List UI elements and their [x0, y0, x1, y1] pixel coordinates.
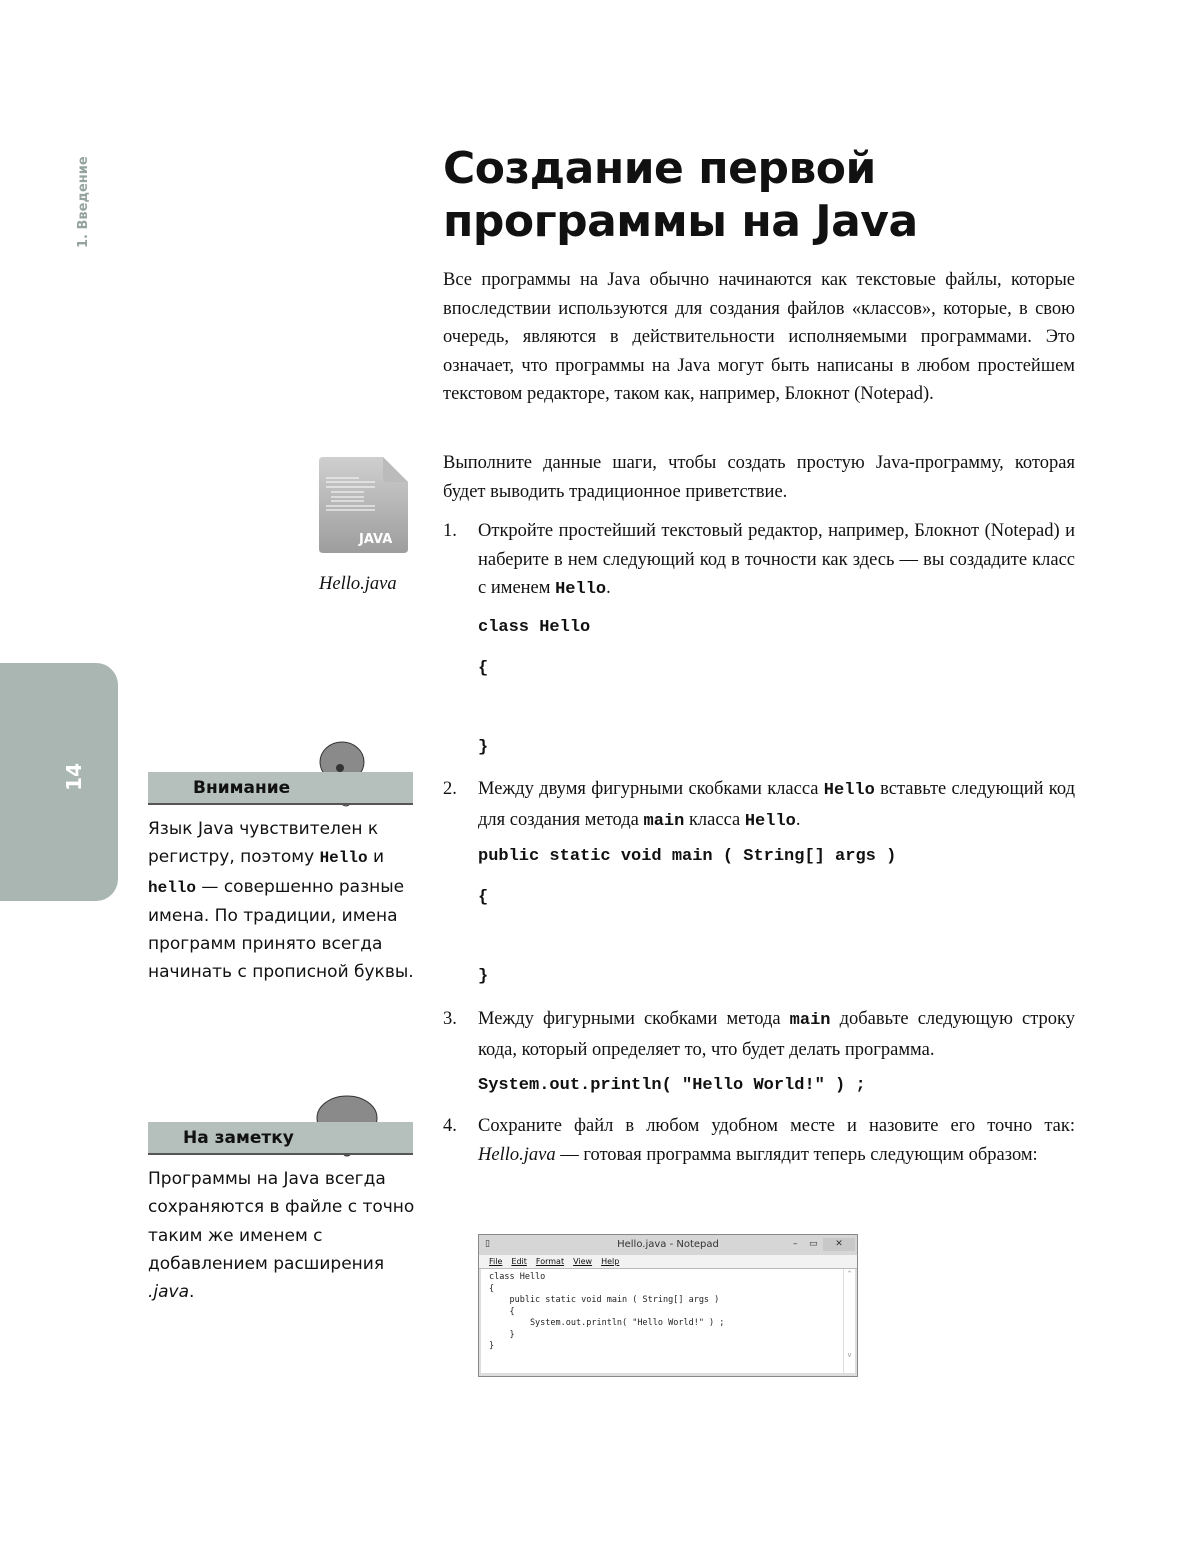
- file-caption: Hello.java: [319, 574, 397, 594]
- inline-code: Hello: [555, 580, 607, 600]
- step-number: 2.: [443, 779, 457, 799]
- step-4: [443, 1112, 1075, 1169]
- step-number: 4.: [443, 1116, 457, 1136]
- note-text: — совершенно разные имена. По традиции, имена программ принято всегда начинать с прописной буквы.: [148, 876, 414, 983]
- note-header-tip: [148, 1122, 413, 1155]
- inline-code: hello: [148, 878, 197, 897]
- maximize-icon: ▭: [809, 1239, 818, 1249]
- file-icon-label: JAVA: [359, 532, 393, 547]
- step-text: класса: [684, 809, 745, 830]
- step-2: [443, 775, 1075, 836]
- chapter-label: 1. Введение: [76, 156, 91, 248]
- filename: Hello.java: [478, 1144, 556, 1165]
- notepad-title: Hello.java - Notepad: [617, 1239, 719, 1250]
- page-tab: [0, 663, 118, 901]
- notepad-menu: [479, 1255, 857, 1269]
- notepad-editor: [481, 1269, 855, 1373]
- menu-help: Help: [601, 1257, 620, 1266]
- inline-code: main: [789, 1011, 831, 1030]
- note-text: Программы на Java всегда сохраняются в файле с точно таким же именем с добавлением расширения: [148, 1169, 415, 1274]
- inline-code: Hello: [319, 849, 368, 868]
- note-text: Язык Java чувствителен к регистру, поэтому: [148, 819, 379, 868]
- step-text: — готовая программа выглядит теперь следующим образом:: [555, 1144, 1038, 1165]
- notepad-content: class Hello { public static void main ( String[] args ) { System.out.println( "Hello World!" ) ; } }: [489, 1272, 725, 1351]
- note-warning-text: [148, 815, 418, 987]
- note-text: и: [367, 847, 385, 868]
- menu-edit: Edit: [511, 1257, 527, 1266]
- page-title: Создание первой программы на Java: [443, 143, 918, 247]
- code-line: public static void main ( String[] args ): [478, 847, 897, 866]
- inline-code: Hello: [823, 781, 875, 800]
- note-title: Внимание: [193, 778, 291, 798]
- step-1: [443, 517, 1075, 605]
- step-number: 1.: [443, 521, 457, 541]
- code-line: {: [478, 888, 489, 907]
- step-text: вставьте следующий код для создания метода: [478, 779, 1075, 830]
- java-file-icon: [319, 457, 408, 553]
- note-tip-text: [148, 1165, 418, 1306]
- code-line: }: [478, 738, 489, 757]
- scrollbar: ^ v: [843, 1269, 855, 1373]
- step-text: Между двумя фигурными скобками класса: [478, 779, 824, 799]
- step-text: Между фигурными скобками метода: [478, 1009, 790, 1029]
- inline-code: main: [643, 811, 685, 831]
- step-text: .: [795, 809, 801, 830]
- step-number: 3.: [443, 1009, 457, 1029]
- step-text: Откройте простейший текстовый редактор, например, Блокнот (Notepad) и наберите в нем следующий код в точности как здесь — вы создадите класс с именем: [478, 521, 1075, 599]
- notepad-titlebar: [479, 1235, 857, 1255]
- steps-intro: Выполните данные шаги, чтобы создать простую Java-программу, которая будет выводить традиционное приветствие.: [443, 453, 1075, 502]
- code-line: }: [478, 967, 489, 986]
- code-line: System.out.println( "Hello World!" ) ;: [478, 1076, 866, 1095]
- menu-file: File: [489, 1257, 503, 1266]
- note-header-warning: [148, 772, 413, 805]
- step-3: [443, 1005, 1075, 1064]
- step-text: .: [606, 578, 611, 599]
- minimize-icon: –: [793, 1239, 798, 1249]
- note-title: На заметку: [183, 1128, 294, 1148]
- file-extension: .java: [148, 1282, 190, 1303]
- notepad-screenshot: [478, 1234, 858, 1377]
- close-icon: ✕: [823, 1238, 855, 1251]
- step-text: добавьте следующую строку кода, который определяет то, что будет делать программа.: [478, 1009, 1075, 1060]
- code-line: {: [478, 659, 489, 678]
- note-text: .: [189, 1282, 195, 1303]
- notepad-app-icon: ▯: [485, 1239, 490, 1249]
- page-number: 14: [62, 763, 86, 791]
- menu-view: View: [573, 1257, 593, 1266]
- step-text: Сохраните файл в любом удобном месте и назовите его точно так:: [478, 1116, 1075, 1136]
- inline-code: Hello: [744, 811, 796, 831]
- code-line: class Hello: [478, 618, 591, 637]
- menu-format: Format: [535, 1257, 565, 1266]
- intro-paragraph: Все программы на Java обычно начинаются как текстовые файлы, которые впоследствии используются для создания файлов «классов», которые, в свою очередь, являются в действительности исполняемыми программами. Это означает, что программы на Java могут быть написаны в любом простейшем текстовом редакторе, таком как, например, Блокнот (Notepad).: [443, 270, 1075, 405]
